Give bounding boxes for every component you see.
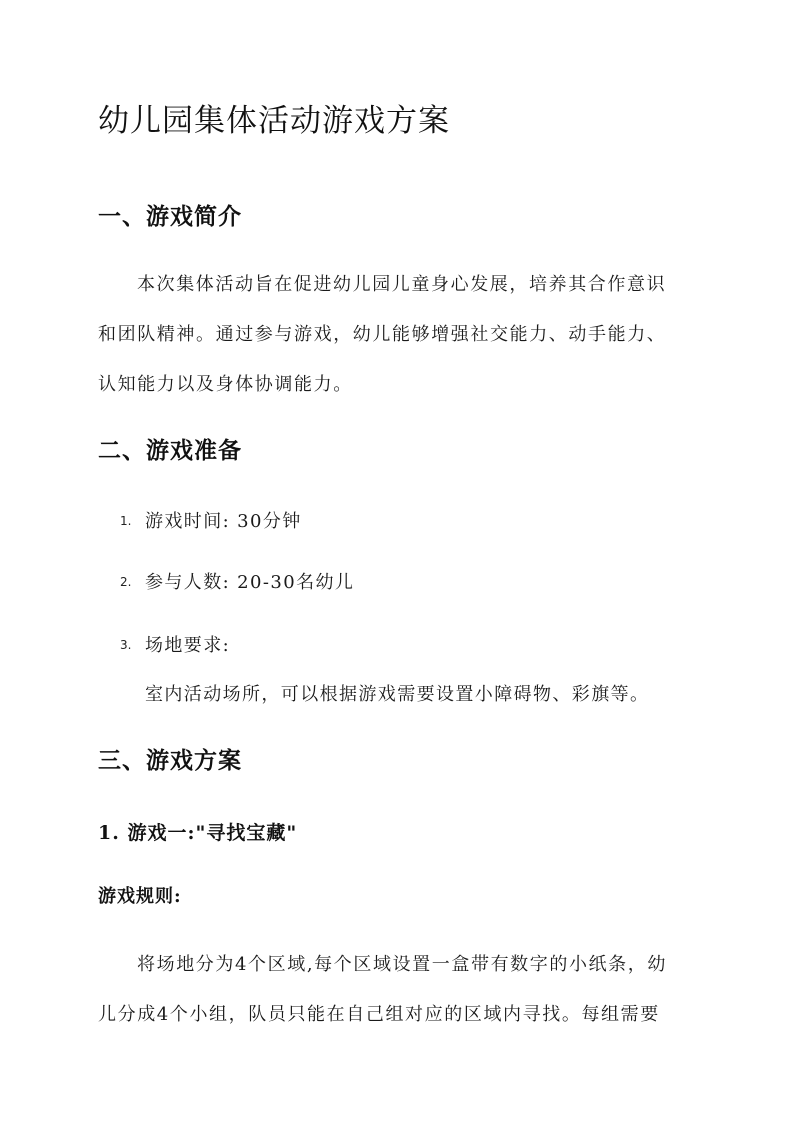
document-title: 幼儿园集体活动游戏方案 [98, 103, 450, 139]
list-number-2: 2. [120, 575, 132, 589]
list-item-time: 游戏时间: 30分钟 [145, 511, 302, 532]
list-number-3: 3. [120, 638, 132, 652]
list-number-1: 1. [120, 514, 132, 528]
game-one-heading: 1. 游戏一:"寻找宝藏" [98, 822, 298, 844]
venue-detail: 室内活动场所，可以根据游戏需要设置小障碍物、彩旗等。 [145, 684, 650, 705]
section-heading-preparation: 二、游戏准备 [98, 437, 242, 464]
section-heading-intro: 一、游戏简介 [98, 203, 242, 230]
rules-paragraph-line-2: 儿分成4个小组，队员只能在自己组对应的区域内寻找。每组需要 [98, 1004, 660, 1025]
section-heading-plan: 三、游戏方案 [98, 747, 242, 774]
rules-paragraph-line-1: 将场地分为4个区域,每个区域设置一盒带有数字的小纸条，幼 [137, 954, 667, 975]
rules-label: 游戏规则: [98, 886, 182, 907]
list-item-participants: 参与人数: 20-30名幼儿 [145, 572, 355, 593]
list-item-venue: 场地要求: [145, 635, 231, 656]
intro-paragraph-line-1: 本次集体活动旨在促进幼儿园儿童身心发展，培养其合作意识 [137, 274, 667, 295]
intro-paragraph-line-3: 认知能力以及身体协调能力。 [98, 374, 353, 395]
intro-paragraph-line-2: 和团队精神。通过参与游戏，幼儿能够增强社交能力、动手能力、 [98, 324, 667, 345]
